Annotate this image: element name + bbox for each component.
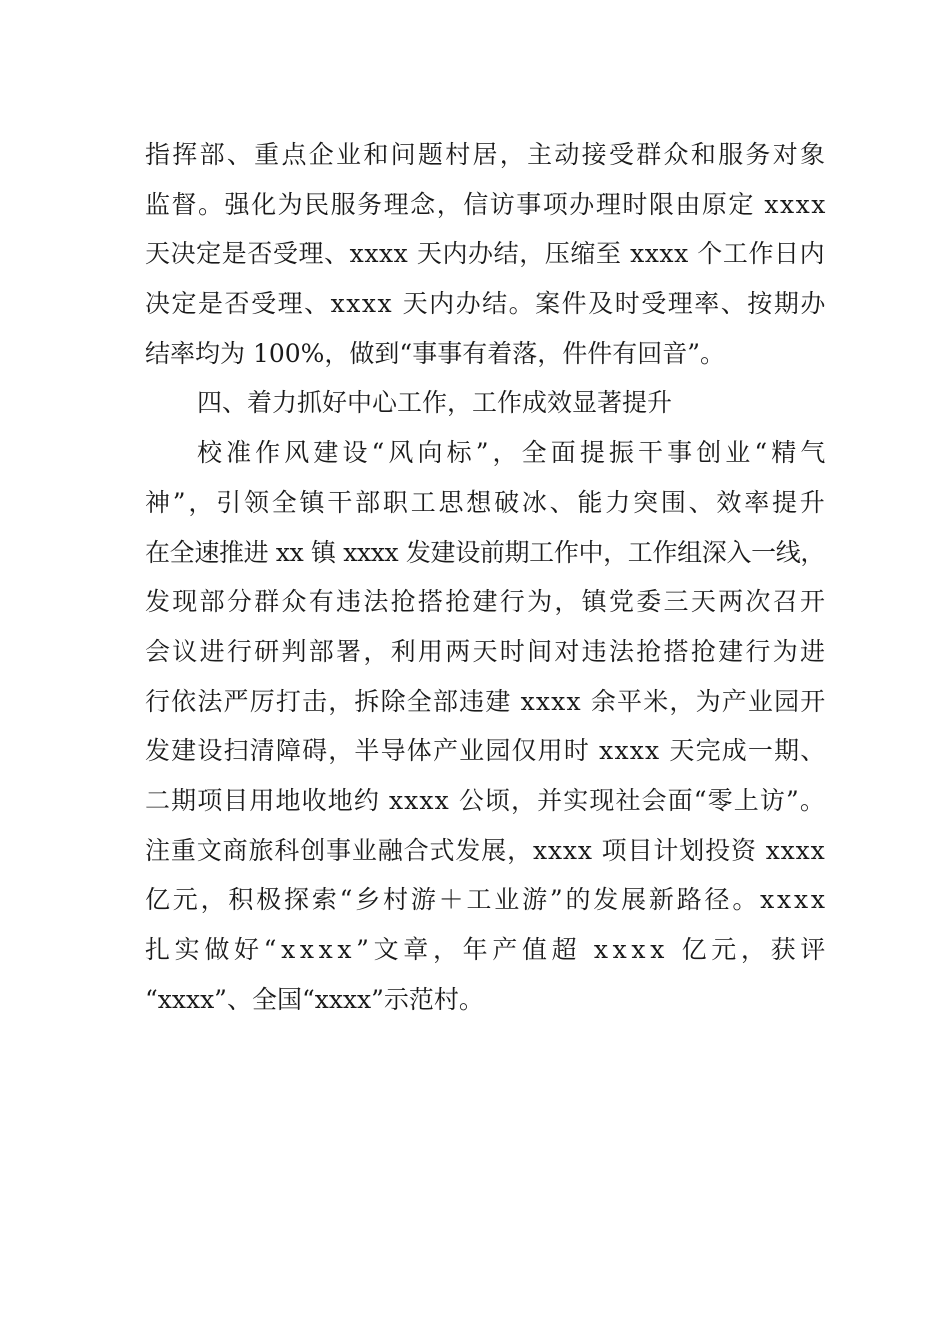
text-line-content: 决定是否受理、xxxx 天内办结。案件及时受理率、按期办 <box>145 289 827 319</box>
text-line-content: 会议进行研判部署，利用两天时间对违法抢搭抢建行为进 <box>145 636 828 666</box>
text-line-content: 发建设扫清障碍，半导体产业园仅用时 xxxx 天完成一期、 <box>145 736 827 766</box>
text-line <box>145 229 825 279</box>
text-line <box>145 726 825 776</box>
text-line <box>145 180 825 230</box>
text-line <box>145 130 828 180</box>
text-line-content: 四、着力抓好中心工作，工作成效显著提升 <box>197 388 673 418</box>
text-line-content: 指挥部、重点企业和问题村居，主动接受群众和服务对象 <box>145 140 828 169</box>
text-line <box>145 478 828 528</box>
text-line-content: “xxxx”、全国“xxxx”示范村。 <box>145 984 484 1014</box>
text-line-content: 注重文商旅科创事业融合式发展，xxxx 项目计划投资 xxxx <box>145 835 826 865</box>
text-line-content: 二期项目用地收地约 xxxx 公顷，并实现社会面“零上访”。 <box>145 785 826 815</box>
text-line-content: 神”，引领全镇干部职工思想破冰、能力突围、效率提升 <box>145 487 828 517</box>
text-line <box>145 329 825 379</box>
text-line <box>145 826 825 876</box>
text-line <box>145 279 825 329</box>
text-line <box>145 975 825 1025</box>
text-line-content: 行依法严厉打击，拆除全部违建 xxxx 余平米，为产业园开 <box>145 686 827 716</box>
text-line <box>145 627 828 677</box>
text-line <box>145 528 825 578</box>
text-line <box>145 677 825 727</box>
text-line <box>145 875 828 925</box>
text-line <box>145 378 825 428</box>
text-line <box>145 577 828 627</box>
text-line <box>145 428 830 478</box>
text-line-content: 扎实做好“xxxx”文章，年产值超 xxxx 亿元，获评 <box>145 935 830 964</box>
text-line-content: 亿元，积极探索“乡村游＋工业游”的发展新路径。xxxx <box>145 885 828 915</box>
text-line-content: 结率均为 100%，做到“事事有着落，件件有回音”。 <box>145 338 725 368</box>
text-line <box>145 925 830 975</box>
document-body <box>145 130 830 1024</box>
text-line <box>145 776 825 826</box>
text-line-content: 在全速推进 xx 镇 xxxx 发建设前期工作中，工作组深入一线， <box>145 537 826 567</box>
text-line-content: 发现部分群众有违法抢搭抢建行为，镇党委三天两次召开 <box>145 587 828 617</box>
text-line-content: 监督。强化为民服务理念，信访事项办理时限由原定 xxxx <box>145 189 827 219</box>
text-line-content: 天决定是否受理、xxxx 天内办结，压缩至 xxxx 个工作日内 <box>145 239 826 269</box>
text-line-content: 校准作风建设“风向标”，全面提振干事创业“精气 <box>197 438 830 468</box>
